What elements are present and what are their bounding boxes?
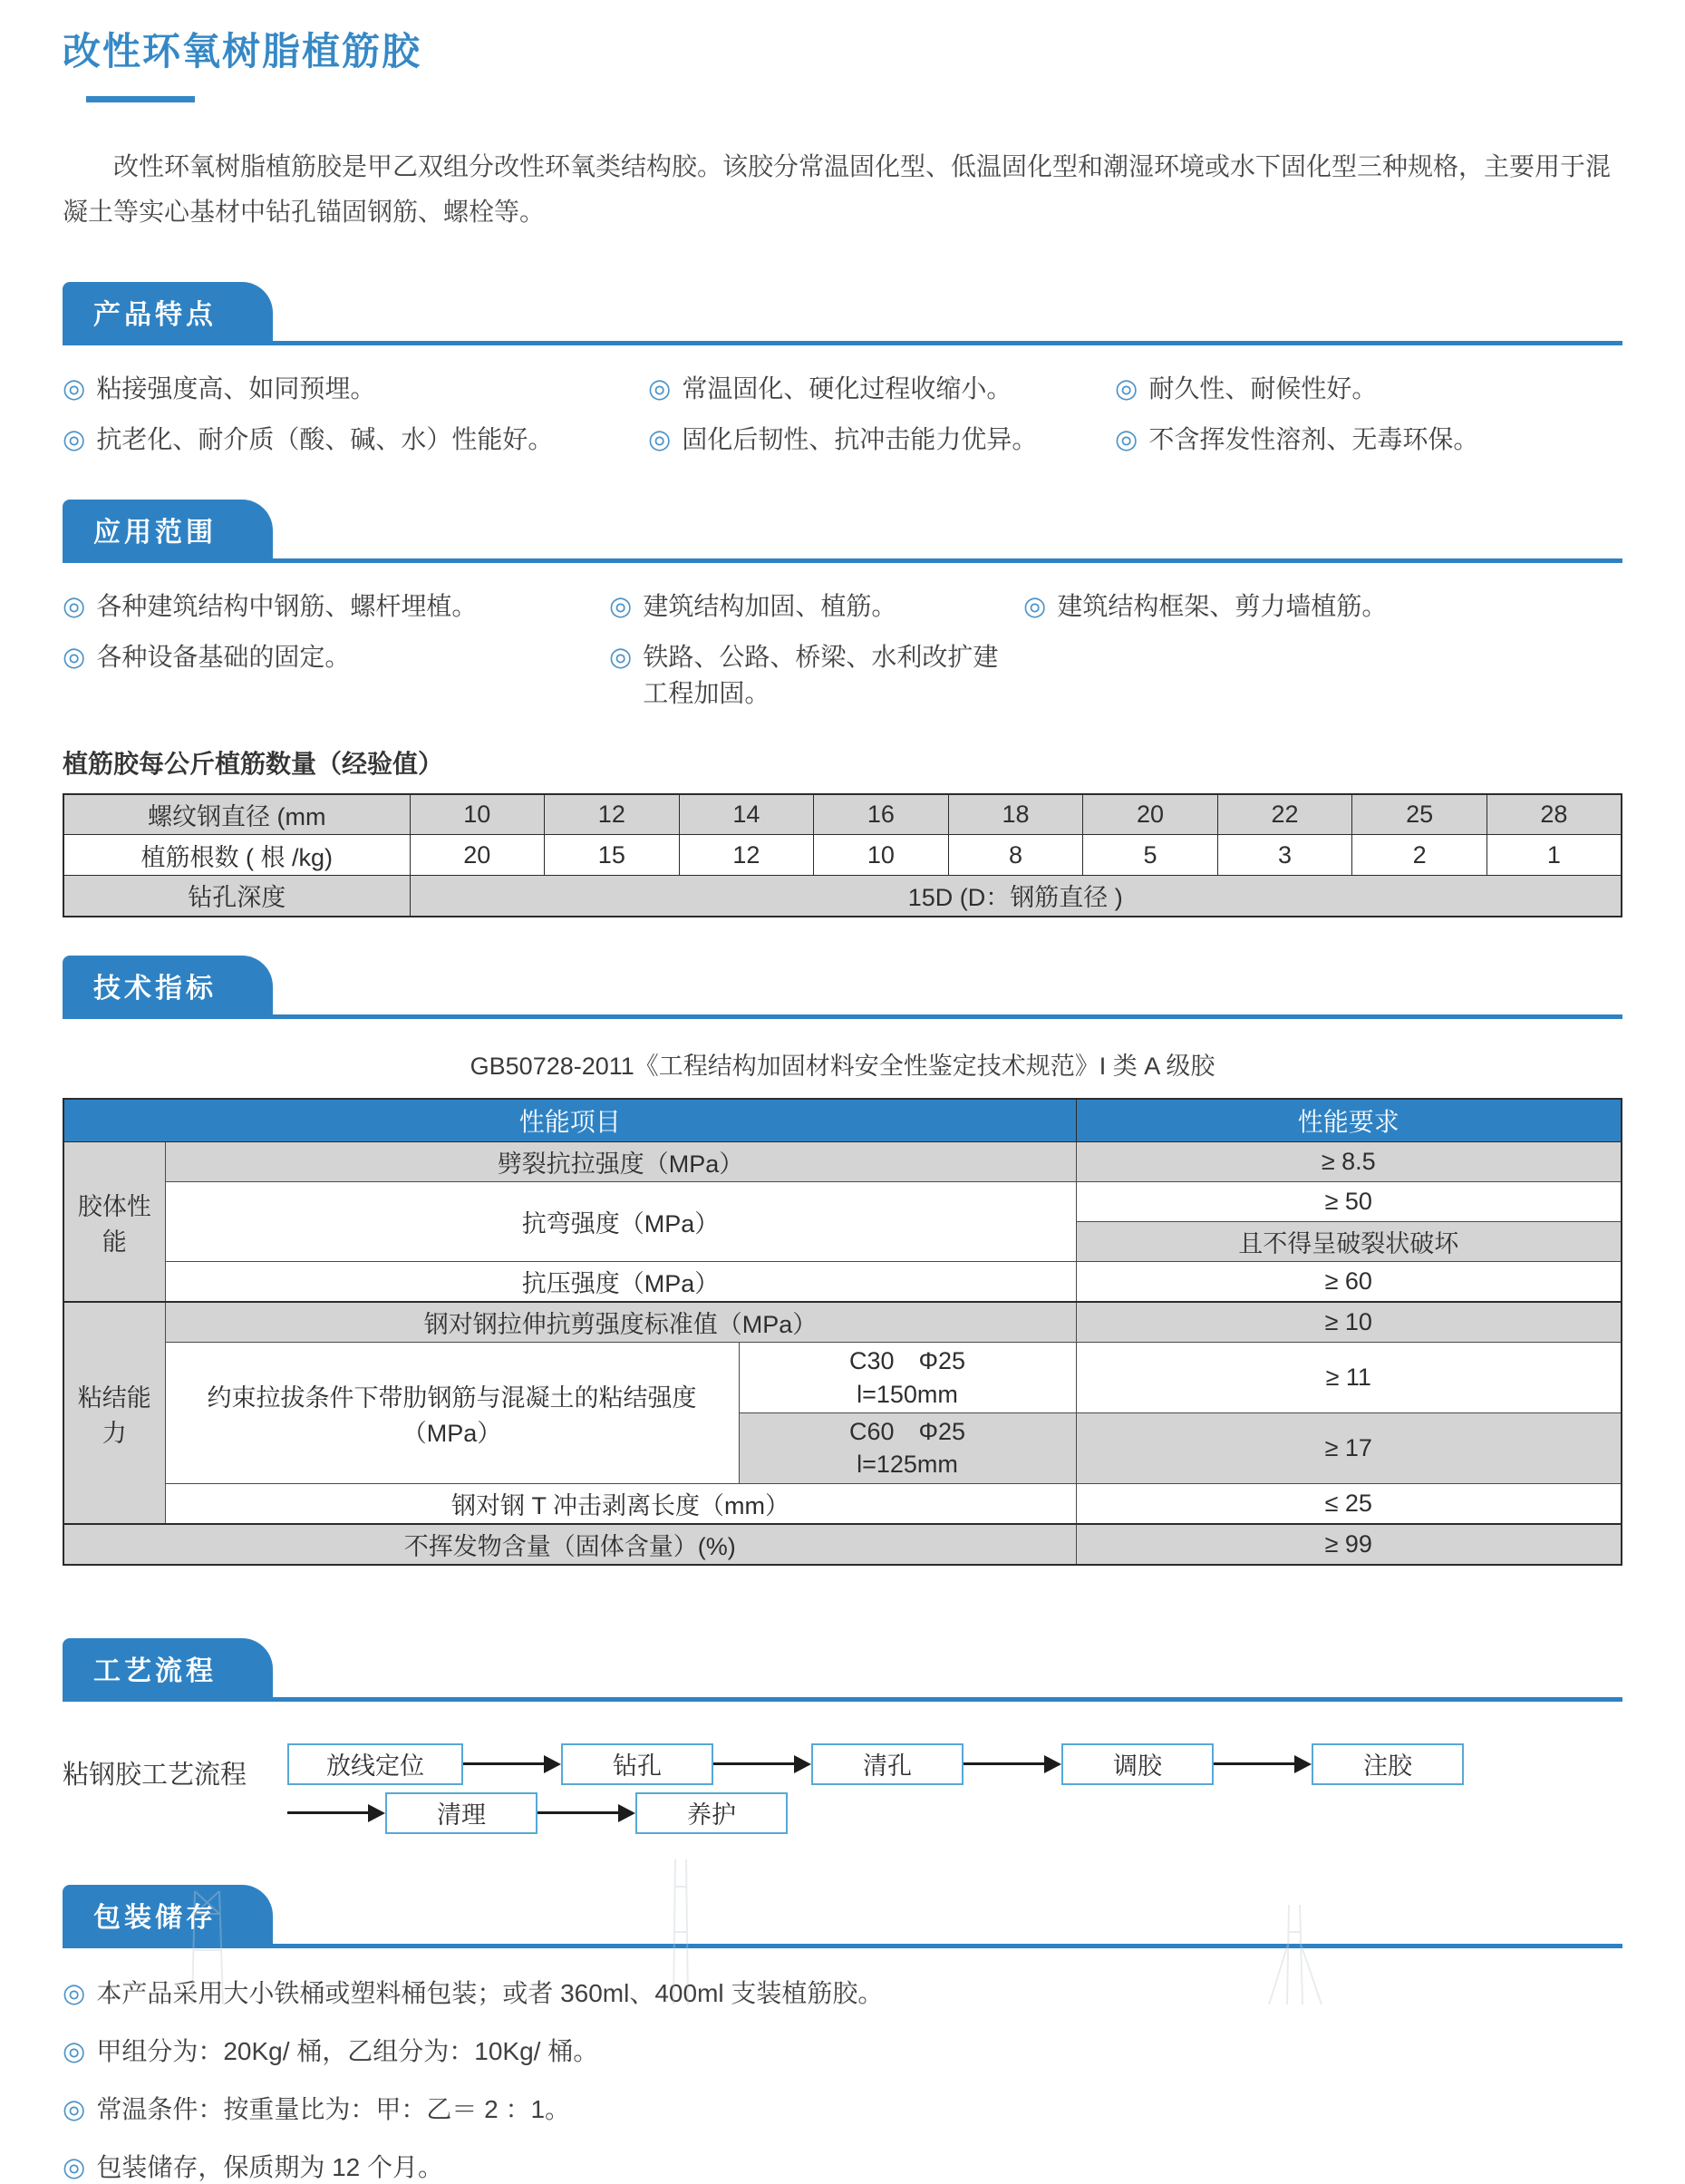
arrow-right-icon <box>287 1792 385 1834</box>
flow-step-cleanup: 清理 <box>385 1792 537 1834</box>
spec-req: ≥ 50 <box>1076 1182 1622 1222</box>
rebar-count-row <box>63 835 1622 876</box>
section-header-features <box>63 282 1622 345</box>
spec-sub-line: l=125mm <box>857 1451 958 1479</box>
section-tab-applications: 应用范围 <box>63 500 273 558</box>
rebar-diameter-value: 28 <box>1486 794 1622 835</box>
section-tab-process: 工艺流程 <box>63 1638 273 1697</box>
packaging-text: 本产品采用大小铁桶或塑料桶包装；或者 360ml、400ml 支装植筋胶。 <box>96 1978 884 2007</box>
application-item <box>1023 587 1622 623</box>
section-tab-packaging: 包装储存 <box>63 1885 273 1944</box>
feature-item <box>1115 369 1622 405</box>
rebar-row-label: 螺纹钢直径 (mm <box>63 794 410 835</box>
features-list <box>63 369 1622 456</box>
feature-text: 不含挥发性溶剂、无毒环保。 <box>1148 424 1479 453</box>
bullet-icon: ◎ <box>1115 424 1138 454</box>
bullet-icon: ◎ <box>648 374 672 403</box>
application-text: 各种建筑结构中钢筋、螺杆埋植。 <box>96 591 478 620</box>
rebar-diameter-value: 22 <box>1217 794 1352 835</box>
bullet-icon: ◎ <box>63 591 86 621</box>
feature-item <box>648 420 1115 456</box>
spec-sub-line: C30 Φ25 <box>848 1347 966 1375</box>
flow-step-clean-hole: 清孔 <box>811 1743 964 1785</box>
bullet-icon: ◎ <box>63 424 86 454</box>
arrow-right-icon <box>1214 1743 1312 1785</box>
rebar-diameter-value: 25 <box>1352 794 1487 835</box>
spec-req: ≥ 8.5 <box>1076 1142 1622 1182</box>
bullet-icon: ◎ <box>63 2152 86 2182</box>
application-text: 各种设备基础的固定。 <box>96 642 351 671</box>
spec-group-gel: 胶体性能 <box>63 1142 165 1303</box>
spec-group-bond: 粘结能力 <box>63 1302 165 1524</box>
bullet-icon: ◎ <box>63 2094 86 2124</box>
rebar-count-value: 2 <box>1352 835 1487 876</box>
spec-standard-note: GB50728-2011《工程结构加固材料安全性鉴定技术规范》I 类 A 级胶 <box>470 1052 1215 1080</box>
arrow-right-icon <box>964 1743 1061 1785</box>
spec-item: 约束拉拔条件下带肋钢筋与混凝土的粘结强度（MPa） <box>165 1343 739 1484</box>
rebar-diameter-value: 16 <box>814 794 949 835</box>
spec-row-compressive <box>63 1262 1622 1303</box>
bullet-icon: ◎ <box>1023 591 1047 621</box>
rebar-count-value: 12 <box>679 835 814 876</box>
feature-text: 粘接强度高、如同预埋。 <box>96 374 376 403</box>
section-header-applications <box>63 500 1622 563</box>
application-text: 铁路、公路、桥梁、水利改扩建工程加固。 <box>643 642 999 707</box>
feature-item <box>63 420 648 456</box>
spec-sub-line: l=150mm <box>857 1380 958 1408</box>
arrow-right-icon <box>463 1743 561 1785</box>
spec-row-bending <box>63 1182 1622 1222</box>
rebar-diameter-value: 20 <box>1083 794 1218 835</box>
spec-item: 劈裂抗拉强度（MPa） <box>165 1142 1076 1182</box>
flow-row-1 <box>287 1743 1464 1785</box>
arrow-right-icon <box>713 1743 811 1785</box>
rebar-depth-value: 15D (D：钢筋直径 ) <box>410 876 1622 917</box>
rebar-row-label: 钻孔深度 <box>63 876 410 917</box>
spec-item: 抗压强度（MPa） <box>165 1262 1076 1303</box>
flow-step-drill: 钻孔 <box>561 1743 713 1785</box>
spec-item: 不挥发物含量（固体含量）(%) <box>63 1524 1076 1565</box>
rebar-depth-row <box>63 876 1622 917</box>
process-flowchart <box>287 1743 1464 1834</box>
section-header-specs <box>63 956 1622 1019</box>
packaging-item <box>63 2032 1622 2068</box>
rebar-row-label: 植筋根数 ( 根 /kg) <box>63 835 410 876</box>
feature-text: 常温固化、硬化过程收缩小。 <box>682 374 1012 403</box>
rebar-table <box>63 793 1622 917</box>
spec-row-bond-c30 <box>63 1343 1622 1413</box>
rebar-count-value: 10 <box>814 835 949 876</box>
packaging-text: 甲组分为：20Kg/ 桶，乙组分为：10Kg/ 桶。 <box>96 2036 599 2065</box>
rebar-count-value: 3 <box>1217 835 1352 876</box>
title-underline <box>86 96 195 102</box>
flow-step-mix-glue: 调胶 <box>1061 1743 1214 1785</box>
rebar-count-value: 8 <box>948 835 1083 876</box>
spec-row-split-tensile <box>63 1142 1622 1182</box>
spec-req: ≥ 99 <box>1076 1524 1622 1565</box>
feature-item <box>1115 420 1622 456</box>
spec-req: 且不得呈破裂状破坏 <box>1076 1222 1622 1262</box>
bullet-icon: ◎ <box>609 591 633 621</box>
application-item <box>609 587 1023 623</box>
packaging-text: 常温条件：按重量比为：甲：乙＝ 2 ：1。 <box>96 2094 571 2123</box>
rebar-diameter-value: 14 <box>679 794 814 835</box>
flow-step-inject-glue: 注胶 <box>1312 1743 1464 1785</box>
process-subtitle: 粘钢胶工艺流程 <box>63 1760 247 1790</box>
feature-text: 固化后韧性、抗冲击能力优异。 <box>682 424 1038 453</box>
rebar-count-value: 20 <box>410 835 545 876</box>
flow-step-cure: 养护 <box>635 1792 788 1834</box>
spec-subcondition-c60 <box>739 1413 1076 1484</box>
application-item <box>63 637 609 710</box>
rebar-count-value: 5 <box>1083 835 1218 876</box>
spec-col-req: 性能要求 <box>1076 1099 1622 1142</box>
section-tab-specs: 技术指标 <box>63 956 273 1014</box>
spec-col-item: 性能项目 <box>63 1099 1076 1142</box>
rebar-diameter-row <box>63 794 1622 835</box>
application-item <box>63 587 609 623</box>
rebar-diameter-value: 10 <box>410 794 545 835</box>
spec-req: ≥ 11 <box>1076 1343 1622 1413</box>
spec-req: ≥ 10 <box>1076 1302 1622 1343</box>
packaging-item <box>63 2090 1622 2126</box>
rebar-count-value: 1 <box>1486 835 1622 876</box>
flow-row-2 <box>287 1792 1464 1834</box>
bullet-icon: ◎ <box>1115 374 1138 403</box>
packaging-text: 包装储存，保质期为 12 个月。 <box>96 2152 444 2181</box>
section-tab-features: 产品特点 <box>63 282 273 341</box>
spec-req: ≤ 25 <box>1076 1483 1622 1524</box>
spec-item: 抗弯强度（MPa） <box>165 1182 1076 1262</box>
bullet-icon: ◎ <box>63 1978 86 2008</box>
rebar-diameter-value: 18 <box>948 794 1083 835</box>
page-title: 改性环氧树脂植筋胶 <box>63 30 422 73</box>
bullet-icon: ◎ <box>63 2036 86 2066</box>
spec-header-row <box>63 1099 1622 1142</box>
spec-row-shear <box>63 1302 1622 1343</box>
spec-item: 钢对钢拉伸抗剪强度标准值（MPa） <box>165 1302 1076 1343</box>
feature-text: 抗老化、耐介质（酸、碱、水）性能好。 <box>96 424 554 453</box>
rebar-count-value: 15 <box>545 835 680 876</box>
applications-list <box>63 587 1622 710</box>
bullet-icon: ◎ <box>609 642 633 672</box>
bullet-icon: ◎ <box>648 424 672 454</box>
spec-row-peel <box>63 1483 1622 1524</box>
packaging-item <box>63 2148 1622 2184</box>
packaging-list <box>63 1974 1622 2184</box>
rebar-table-title: 植筋胶每公斤植筋数量（经验值） <box>63 749 444 778</box>
section-header-packaging <box>63 1885 1622 1948</box>
application-item <box>609 637 1023 710</box>
spec-req: ≥ 60 <box>1076 1262 1622 1303</box>
arrow-right-icon <box>537 1792 635 1834</box>
feature-item <box>63 369 648 405</box>
flow-step-layout: 放线定位 <box>287 1743 463 1785</box>
process-flow-area <box>63 1743 1622 1834</box>
bullet-icon: ◎ <box>63 374 86 403</box>
spec-table <box>63 1098 1622 1566</box>
spec-row-nonvolatile <box>63 1524 1622 1565</box>
application-text: 建筑结构加固、植筋。 <box>643 591 897 620</box>
intro-paragraph: 改性环氧树脂植筋胶是甲乙双组分改性环氧类结构胶。该胶分常温固化型、低温固化型和潮湿环境或水下固化型三种规格，主要用于混凝土等实心基材中钻孔锚固钢筋、螺栓等。 <box>63 152 1612 226</box>
rebar-diameter-value: 12 <box>545 794 680 835</box>
spec-subcondition-c30 <box>739 1343 1076 1413</box>
spec-req: ≥ 17 <box>1076 1413 1622 1484</box>
bullet-icon: ◎ <box>63 642 86 672</box>
feature-item <box>648 369 1115 405</box>
spec-item: 钢对钢 T 冲击剥离长度（mm） <box>165 1483 1076 1524</box>
application-text: 建筑结构框架、剪力墙植筋。 <box>1057 591 1388 620</box>
feature-text: 耐久性、耐候性好。 <box>1148 374 1378 403</box>
spec-sub-line: C60 Φ25 <box>848 1418 966 1446</box>
section-header-process <box>63 1638 1622 1702</box>
